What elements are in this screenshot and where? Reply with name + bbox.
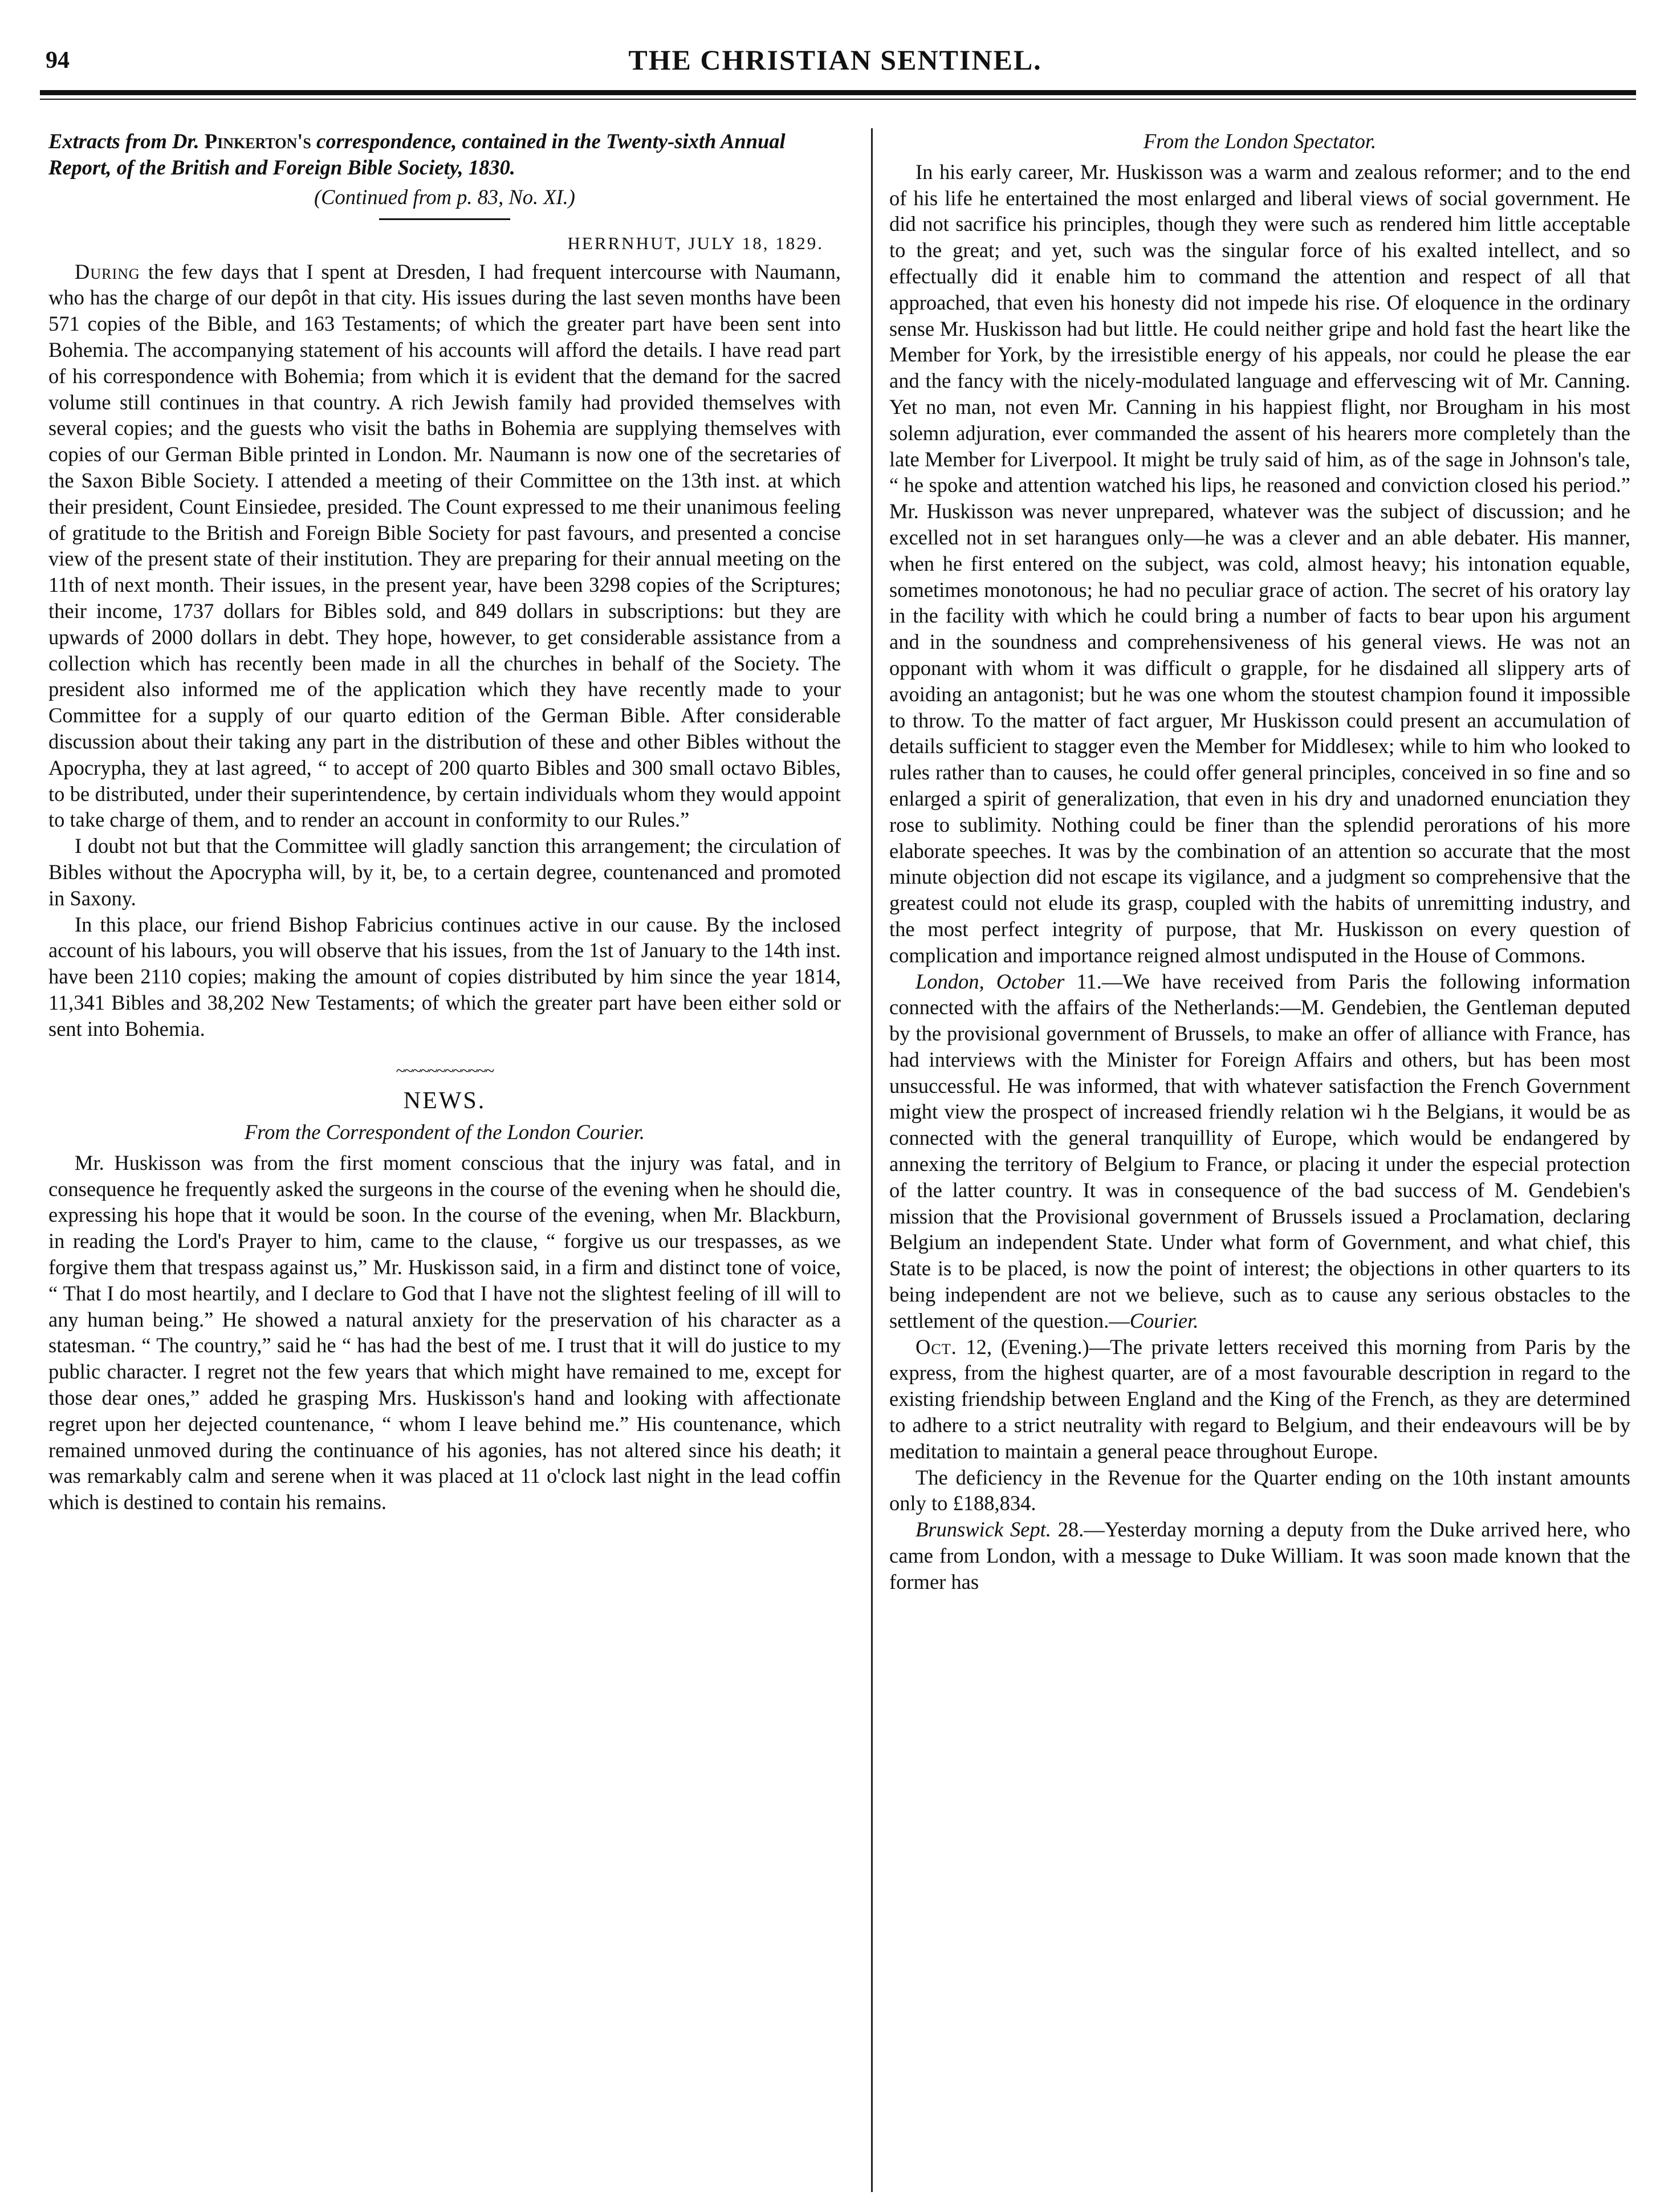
spectator-source: From the London Spectator. [1143, 129, 1377, 153]
page-header [40, 40, 1630, 86]
paragraph-brunswick [889, 1516, 1630, 1595]
dateline: HERRNHUT, JULY 18, 1829. [567, 233, 824, 253]
journal-title: THE CHRISTIAN SENTINEL. [628, 44, 1042, 76]
news-source: From the Correspondent of the London Courier. [245, 1120, 645, 1144]
para-lead: London, October [916, 969, 1065, 993]
paragraph-london-october [889, 969, 1630, 1334]
continued-note: (Continued from p. 83, No. XI.) [314, 185, 575, 209]
article-heading [48, 128, 841, 181]
paragraph-fabricius: In this place, our friend Bishop Fabricius continues active in our cause. By the inclosed account of his labours, you will observe that his issues, from the 1st of January to the 14th inst. have been 2110 copies; making the amount of copies distributed by him since the year 1814, 11,341 Bibles and 38,202 New Testaments; of which the greater part have been either sold or sent into Bohemia. [48, 912, 841, 1040]
header-rule [40, 90, 1636, 95]
paragraph-text: 12, (Evening.)—The private letters received this morning from Paris by the express, from the highest quarter, are of a most favourable description in regard to the existing friendship between England and the King of the French, as they are determined to adhere to a strict neutrality with regard to Belgium, and their endeavours will be by meditation to maintain a general peace throughout Europe. [889, 1335, 1630, 1463]
paragraph-dresden [48, 259, 841, 833]
paragraph-arrangement: I doubt not but that the Committee will gladly sanction this arrangement; the circulation of Bibles without the Apocrypha will, by it, be, to a certain degree, countenanced and promoted in Saxony. [48, 834, 841, 910]
left-column [48, 128, 841, 1515]
paragraph-text: the few days that I spent at Dresden, I had frequent intercourse with Naumann, who has the charge of our depôt in that city. His issues during the last seven months have been 571 copies of the Bible, and 163 Testaments; of which the greater part have been sent into Bohemia. The accompanying statement of his accounts will afford the details. I have read part of his correspondence with Bohemia; from which it is evident that the demand for the sacred volume still continues in that country. A rich Jewish family had provided themselves with several copies; and the guests who visit the baths in Bohemia are supplying themselves with copies of our German Bible printed in London. Mr. Naumann is now one of the secretaries of the Saxon Bible Society. I attended a meeting of their Committee on the 13th inst. at which their president, Count Einsiedee, presided. The Count expressed to me their unanimous feeling of gratitude to the British and Foreign Bible Society for past favours, and presented a concise view of the present state of their institution. They are preparing for their annual meeting on the 11th of next month. Their issues, in the present year, have been 3298 copies of the Scriptures; their income, 1737 dollars for Bibles sold, and 849 dollars in subscriptions: but they are upwards of 2000 dollars in debt. They hope, however, to get considerable assistance from a collection which has recently been made in all the churches in behalf of the Society. The president also informed me of the application which they have recently made to your Committee for a supply of our quarto edition of the German Bible. After considerable discussion about their taking any part in the distribution of these and other Bibles without the Apocrypha, they at last agreed, “ to accept of 200 quarto Bibles and 300 small octavo Bibles, to be distributed, under their superintendence, by certain individuals whom they would appoint to take charge of them, and to render an account in conformity to our Rules.” [48, 259, 841, 832]
drop-lead: During [75, 259, 140, 283]
short-rule [379, 218, 510, 220]
page-number: 94 [46, 47, 70, 74]
heading-name: Pinkerton's [204, 129, 311, 153]
heading-post: correspondence, contained in the Twenty-sixth Annual Report, of the British and Foreign Bible Society, 1830. [48, 129, 786, 179]
header-rule-thin [40, 99, 1636, 100]
para-lead: Brunswick Sept. [916, 1518, 1051, 1542]
column-divider [871, 128, 873, 2192]
paragraph-huskisson-career: In his early career, Mr. Huskisson was a warm and zealous reformer; and to the end of his life he entertained the most enlarged and liberal views of social government. He did not sacrifice his principles, though they were such as rendered him little acceptable to the great; and yet, such was the singular force of his exalted intellect, and so effectually did it enable him to command the attention and respect of all that approached, that even his honesty did not impede his rise. Of eloquence in the ordinary sense Mr. Huskisson had but little. He could neither gripe and hold fast the heart like the Member for York, by the irresistible energy of his appeals, nor could he please the ear and the fancy with the nicely-modulated language and effervescing wit of Mr. Canning. Yet no man, not even Mr. Canning in his happiest flight, nor Brougham in his most solemn adjuration, ever commanded the assent of his hearers more completely than the late Member for Liverpool. It might be truly said of him, as of the sage in Johnson's tale, “ he spoke and attention watched his lips, he reasoned and conviction closed his period.” Mr. Huskisson was never unprepared, whatever was the subject of discussion; and he excelled not in set harangues only—he was a clever and an able debater. His manner, when he first entered on the subject, was cold, almost heavy; his intonation equable, sometimes monotonous; he had no peculiar grace of action. The secret of his oratory lay in the facility with which he could bring a number of facts to bear upon his argument and in the soundness and comprehensiveness of his general views. He was not an opponant with whom it was difficult o grapple, for he disdained all slippery arts of avoiding an antagonist; but he was one whom the stoutest champion found it impossible to throw. To the matter of fact arguer, Mr Huskisson could present an accumulation of details sufficient to stagger even the Member for Middlesex; while to him who looked to rules rather than to causes, he could offer general principles, conceived in so fine and so enlarged a spirit of generalization, that even in his dry and unadorned enunciation they rose to sublimity. Nothing could be finer than the splendid perorations of his more elaborate speeches. It was by the combination of an attention so accurate that the most minute objection did not escape its vigilance, and a judgment so comprehensive that the greatest could not elude its grasp, coupled with the habits of unremitting industry, and the most perfect integrity of purpose, that Mr. Huskisson on every question of complication and importance reigned almost undisputed in the House of Commons. [889, 160, 1630, 967]
paragraph-oct-12 [889, 1334, 1630, 1465]
section-separator: ~~~~~~~~~~~~ [396, 1061, 494, 1080]
paragraph-text: 28.—Yesterday morning a deputy from the Duke arrived here, who came from London, with a message to Duke William. It was soon made known that the former has [889, 1518, 1631, 1593]
paragraph-text: 11.—We have received from Paris the following information connected with the affairs of the Netherlands:—M. Gendebien, the Gentleman deputed by the provisional government of Brussels, to make an offer of alliance with France, has had interviews with the Minister for Foreign Affairs and others, but has been most unsuccessful. He was informed, that with whatever satisfaction the French Government might view the prospect of increased friendly relation wi h the Belgians, it would be as connected with the general tranquillity of Europe, which would be endangered by annexing the territory of Belgium to France, or placing it under the especial protection of the latter country. It was in consequence of the bad success of M. Gendebien's mission that the Provisional government of Brussels issued a Proclamation, declaring Belgium an independent State. Under what form of Government, and what chief, this State is to be placed, is now the point of interest; the objections in other quarters to its being independent are not we believe, such as to cause any serious obstacles to the settlement of the question.— [889, 969, 1630, 1332]
right-column [889, 128, 1630, 1595]
heading-pre: Extracts from Dr. [48, 129, 205, 153]
news-title: NEWS. [403, 1088, 486, 1115]
paragraph-revenue: The deficiency in the Revenue for the Quarter ending on the 10th instant amounts only to £188,834. [889, 1465, 1630, 1515]
paragraph-huskisson-death: Mr. Huskisson was from the first moment conscious that the injury was fatal, and in consequence he frequently asked the surgeons in the course of the evening when he should die, expressing his hope that it would be soon. In the course of the evening, when Mr. Blackburn, in reading the Lord's Prayer to him, came to the clause, “ forgive us our trespasses, as we forgive them that trespass against us,” Mr. Huskisson said, in a firm and distinct tone of voice, “ That I do most heartily, and I declare to God that I have not the slightest feeling of ill will to any human being.” He showed a natural anxiety for the preservation of his character as a statesman. “ The country,” said he “ has had the best of me. I trust that it will do justice to my public character. I regret not the few years that which might have remained to me, except for those dear ones,” added he grasping Mrs. Huskisson's hand and looking with affectionate regret upon her dejected countenance, “ whom I leave behind me.” His countenance, which remained unmoved during the continuance of his agonies, has not altered since his death; it was remarkably calm and serene when it was placed at 11 o'clock last night in the lead coffin which is destined to contain his remains. [48, 1150, 841, 1514]
para-lead: Oct. [916, 1335, 957, 1359]
para-tail: Courier. [1129, 1308, 1199, 1332]
